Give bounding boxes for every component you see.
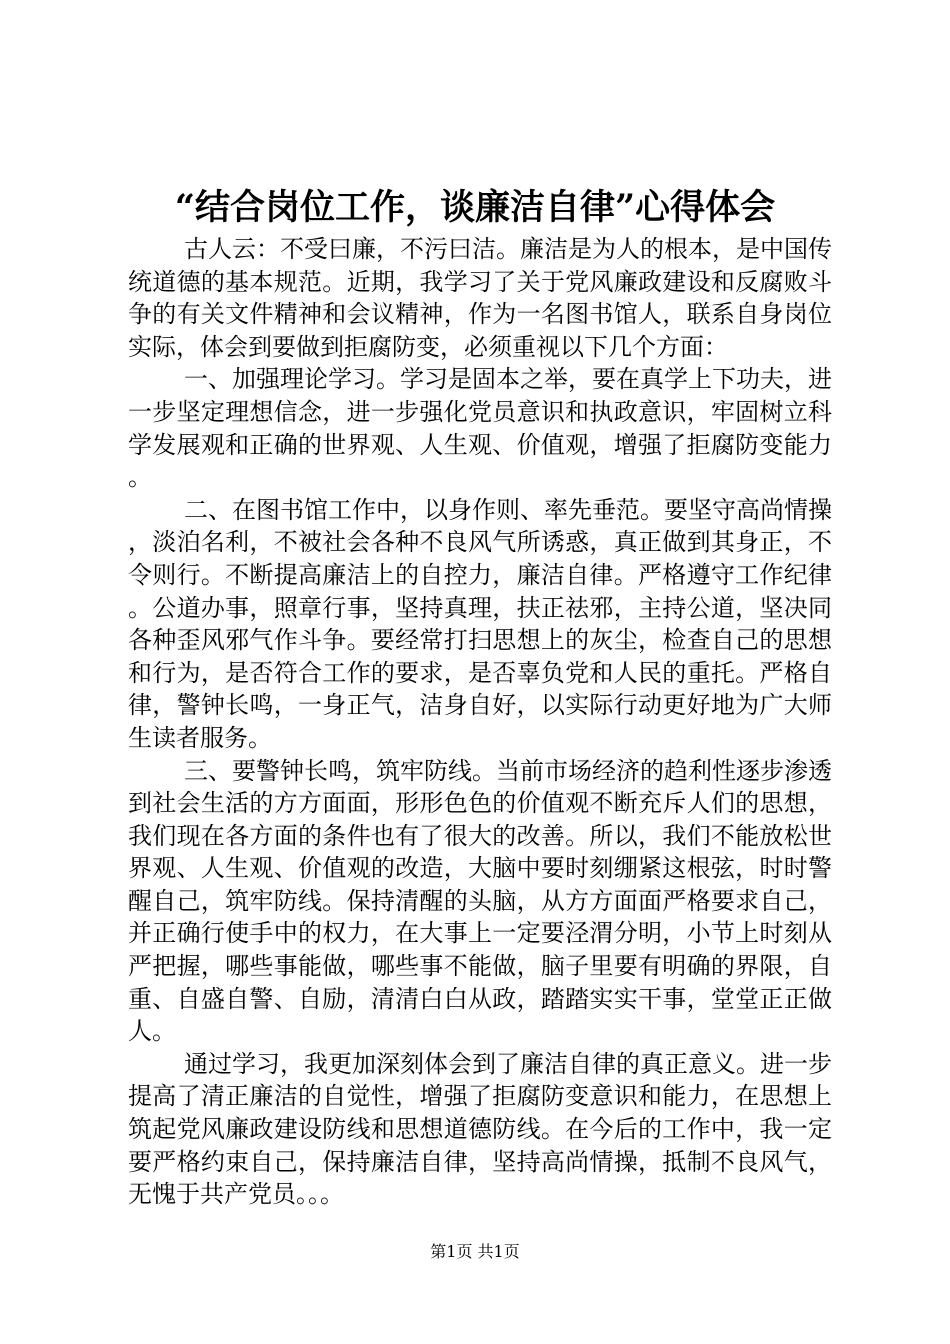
paragraph-point-3: 三、要警钟长鸣，筑牢防线。当前市场经济的趋利性逐步渗透到社会生活的方方面面，形形色色的价值观不断充斥人们的思想，我们现在各方面的条件也有了很大的改善。所以，我们不能放松世界观、人生观、价值观的改造，大脑中要时刻绷紧这根弦，时时警醒自己，筑牢防线。保持清醒的头脑，从方方面面严格要求自己，并正确行使手中的权力，在大事上一定要泾渭分明，小节上时刻从严把握，哪些事能做，哪些事不能做，脑子里要有明确的界限，自重、自盛自警、自励，清清白白从政，踏踏实实干事，堂堂正正做人。 xyxy=(128,756,832,1046)
page-number-footer: 第1页 共1页 xyxy=(430,1242,520,1261)
document-body xyxy=(128,233,832,1211)
paragraph-intro: 古人云：不受曰廉，不污曰洁。廉洁是为人的根本，是中国传统道德的基本规范。近期，我学习了关于党风廉政建设和反腐败斗争的有关文件精神和会议精神，作为一名图书馆人，联系自身岗位实际，体会到要做到拒腐防变，必须重视以下几个方面： xyxy=(128,235,832,361)
paragraph-conclusion: 通过学习，我更加深刻体会到了廉洁自律的真正意义。进一步提高了清正廉洁的自觉性，增强了拒腐防变意识和能力，在思想上筑起党风廉政建设防线和思想道德防线。在今后的工作中，我一定要严格约束自己，保持廉洁自律，坚持高尚情操，抵制不良风气，无愧于共产党员。。。 xyxy=(128,1049,832,1209)
paragraph-point-2: 二、在图书馆工作中，以身作则、率先垂范。要坚守高尚情操，淡泊名利，不被社会各种不良风气所诱惑，真正做到其身正，不令则行。不断提高廉洁上的自控力，廉洁自律。严格遵守工作纪律。公道办事，照章行事，坚持真理，扶正祛邪，主持公道，坚决同各种歪风邪气作斗争。要经常打扫思想上的灰尘，检查自己的思想和行为，是否符合工作的要求，是否辜负党和人民的重托。严格自律，警钟长鸣，一身正气，洁身自好，以实际行动更好地为广大师生读者服务。 xyxy=(128,495,832,752)
document-title: “结合岗位工作，谈廉洁自律”心得体会 xyxy=(174,187,776,228)
paragraph-point-1: 一、加强理论学习。学习是固本之举，要在真学上下功夫，进一步坚定理想信念，进一步强化党员意识和执政意识，牢固树立科学发展观和正确的世界观、人生观、价值观，增强了拒腐防变能力。 xyxy=(128,365,832,492)
